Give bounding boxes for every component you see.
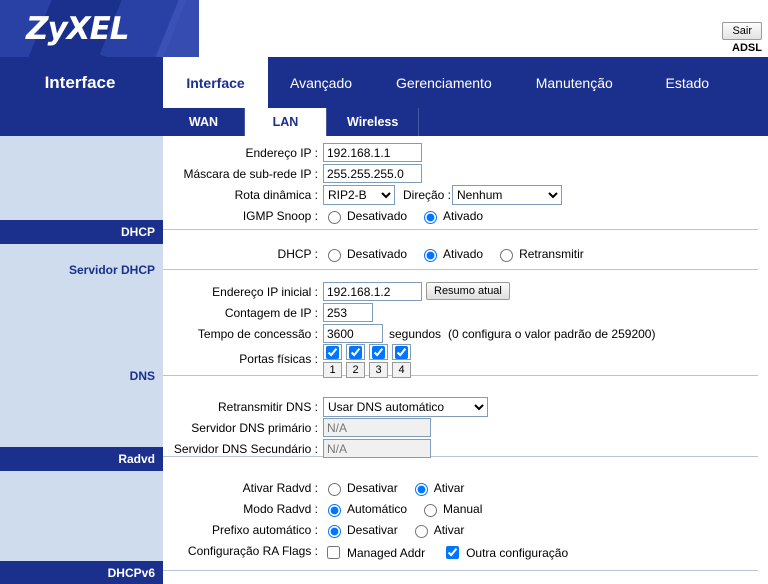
auto-prefix-disable-label: Desativar bbox=[347, 523, 398, 537]
tab-manutencao[interactable]: Manutenção bbox=[535, 74, 613, 91]
label-ip-address: Endereço IP : bbox=[245, 146, 318, 160]
direction-select[interactable] bbox=[452, 185, 562, 205]
connection-type-label: ADSL bbox=[732, 42, 762, 54]
radvd-mode-auto-label: Automático bbox=[347, 502, 408, 516]
igmp-snoop-disabled-option[interactable] bbox=[323, 208, 407, 224]
ra-managed-addr-option[interactable] bbox=[323, 543, 425, 562]
ra-other-config-option[interactable] bbox=[442, 543, 568, 562]
radvd-enable-radio-group bbox=[323, 480, 472, 496]
igmp-snoop-enabled-option[interactable] bbox=[419, 208, 483, 224]
ip-address-input[interactable] bbox=[323, 143, 422, 162]
radvd-mode-manual-option[interactable] bbox=[419, 501, 482, 517]
dhcp-relay-radio[interactable] bbox=[500, 249, 513, 262]
physical-port-1[interactable] bbox=[323, 344, 342, 378]
igmp-snoop-radio-group bbox=[323, 208, 491, 224]
label-direction: Direção : bbox=[403, 188, 452, 202]
physical-port-4-checkbox-box[interactable] bbox=[392, 344, 411, 360]
dhcp-disabled-label: Desativado bbox=[347, 247, 408, 261]
label-dns-relay: Retransmitir DNS : bbox=[217, 400, 318, 414]
ra-managed-addr-checkbox[interactable] bbox=[327, 546, 340, 559]
physical-port-3-number: 3 bbox=[369, 362, 388, 378]
label-lease-time: Tempo de concessão : bbox=[197, 327, 318, 341]
divider bbox=[163, 456, 758, 457]
auto-prefix-enable-label: Ativar bbox=[433, 523, 465, 537]
lease-time-note: (0 configura o valor padrão de 259200) bbox=[448, 327, 656, 341]
label-start-ip: Endereço IP inicial : bbox=[212, 285, 318, 299]
tab-gerenciamento[interactable]: Gerenciamento bbox=[396, 74, 492, 91]
auto-prefix-enable-radio[interactable] bbox=[415, 525, 428, 538]
page-body bbox=[0, 136, 768, 584]
label-dhcp-mode: DHCP : bbox=[277, 247, 318, 261]
page-header bbox=[0, 0, 768, 57]
physical-port-4-number: 4 bbox=[392, 362, 411, 378]
sub-tabs bbox=[163, 108, 419, 136]
settings-content bbox=[163, 136, 768, 584]
radvd-mode-auto-option[interactable] bbox=[323, 501, 407, 517]
physical-port-2-checkbox[interactable] bbox=[349, 346, 362, 359]
subtab-wan[interactable]: WAN bbox=[163, 108, 245, 136]
dhcp-enabled-label: Ativado bbox=[443, 247, 484, 261]
main-tabs bbox=[163, 57, 740, 108]
lease-time-unit: segundos bbox=[389, 327, 442, 341]
tab-interface[interactable]: Interface bbox=[163, 57, 268, 108]
rail-label-dns: DNS bbox=[129, 369, 155, 383]
section-title: Interface bbox=[0, 57, 160, 108]
physical-port-3-checkbox-box[interactable] bbox=[369, 344, 388, 360]
radvd-disable-option[interactable] bbox=[323, 480, 398, 496]
dhcp-disabled-option[interactable] bbox=[323, 246, 407, 262]
tab-estado[interactable]: Estado bbox=[665, 74, 710, 91]
igmp-snoop-enabled-label: Ativado bbox=[443, 209, 484, 223]
left-rail bbox=[0, 136, 163, 584]
radvd-enable-radio[interactable] bbox=[415, 483, 428, 496]
igmp-snoop-disabled-label: Desativado bbox=[347, 209, 408, 223]
main-navigation bbox=[0, 57, 768, 108]
radvd-enable-option[interactable] bbox=[410, 480, 465, 496]
rail-section-dhcpv6: DHCPv6 bbox=[0, 561, 163, 584]
dhcp-mode-radio-group bbox=[323, 246, 592, 262]
subtab-lan[interactable]: LAN bbox=[245, 108, 327, 136]
physical-ports-group bbox=[323, 344, 411, 378]
dns-relay-select[interactable] bbox=[323, 397, 488, 417]
rail-section-radvd: Radvd bbox=[0, 447, 163, 471]
ra-flags-checkbox-group bbox=[323, 543, 580, 562]
radvd-mode-auto-radio[interactable] bbox=[328, 504, 341, 517]
divider bbox=[163, 570, 758, 571]
physical-port-1-checkbox-box[interactable] bbox=[323, 344, 342, 360]
auto-prefix-disable-radio[interactable] bbox=[328, 525, 341, 538]
ip-count-input[interactable] bbox=[323, 303, 373, 322]
brand-logo bbox=[0, 0, 199, 57]
brand-name: ZyXEL bbox=[26, 11, 129, 47]
dhcp-relay-label: Retransmitir bbox=[519, 247, 584, 261]
auto-prefix-disable-option[interactable] bbox=[323, 522, 398, 538]
physical-port-1-number: 1 bbox=[323, 362, 342, 378]
dhcp-enabled-option[interactable] bbox=[419, 246, 483, 262]
label-secondary-dns: Servidor DNS Secundário : bbox=[173, 442, 318, 456]
dhcp-relay-option[interactable] bbox=[495, 246, 584, 262]
radvd-disable-radio[interactable] bbox=[328, 483, 341, 496]
igmp-snoop-enabled-radio[interactable] bbox=[424, 211, 437, 224]
subtab-wireless[interactable]: Wireless bbox=[327, 108, 419, 136]
physical-port-3[interactable] bbox=[369, 344, 388, 378]
tab-avancado[interactable]: Avançado bbox=[290, 74, 353, 91]
auto-prefix-radio-group bbox=[323, 522, 472, 538]
radvd-mode-manual-radio[interactable] bbox=[424, 504, 437, 517]
rail-label-dhcp-server: Servidor DHCP bbox=[68, 263, 155, 277]
ra-other-config-checkbox[interactable] bbox=[446, 546, 459, 559]
physical-port-2-checkbox-box[interactable] bbox=[346, 344, 365, 360]
start-ip-input[interactable] bbox=[323, 282, 422, 301]
dhcp-disabled-radio[interactable] bbox=[328, 249, 341, 262]
label-auto-prefix: Prefixo automático : bbox=[211, 523, 318, 537]
header-actions bbox=[722, 22, 762, 54]
physical-port-2[interactable] bbox=[346, 344, 365, 378]
logout-button[interactable]: Sair bbox=[722, 22, 762, 40]
rail-section-dhcp: DHCP bbox=[0, 220, 163, 244]
sub-navigation bbox=[0, 108, 768, 136]
label-subnet-mask: Máscara de sub-rede IP : bbox=[183, 167, 318, 181]
radvd-disable-label: Desativar bbox=[347, 481, 398, 495]
physical-port-1-checkbox[interactable] bbox=[326, 346, 339, 359]
divider bbox=[163, 269, 758, 270]
physical-port-3-checkbox[interactable] bbox=[372, 346, 385, 359]
label-primary-dns: Servidor DNS primário : bbox=[191, 421, 318, 435]
divider bbox=[163, 229, 758, 230]
label-radvd-enable: Ativar Radvd : bbox=[242, 481, 318, 495]
ra-managed-addr-label: Managed Addr bbox=[347, 545, 426, 560]
radvd-enable-label: Ativar bbox=[433, 481, 465, 495]
label-physical-ports: Portas físicas : bbox=[239, 352, 318, 366]
label-radvd-mode: Modo Radvd : bbox=[243, 502, 318, 516]
label-igmp-snoop: IGMP Snoop : bbox=[242, 209, 318, 223]
radvd-mode-manual-label: Manual bbox=[443, 502, 483, 516]
igmp-snoop-disabled-radio[interactable] bbox=[328, 211, 341, 224]
divider bbox=[163, 375, 758, 376]
physical-port-4[interactable] bbox=[392, 344, 411, 378]
label-dynamic-route: Rota dinâmica : bbox=[234, 188, 318, 202]
current-summary-button[interactable]: Resumo atual bbox=[426, 282, 510, 300]
subnav-spacer bbox=[0, 108, 163, 136]
primary-dns-input[interactable] bbox=[323, 418, 431, 437]
secondary-dns-input[interactable] bbox=[323, 439, 431, 458]
dynamic-route-select[interactable] bbox=[323, 185, 395, 205]
lease-time-input[interactable] bbox=[323, 324, 383, 343]
auto-prefix-enable-option[interactable] bbox=[410, 522, 465, 538]
physical-port-2-number: 2 bbox=[346, 362, 365, 378]
physical-port-4-checkbox[interactable] bbox=[395, 346, 408, 359]
ra-other-config-label: Outra configuração bbox=[466, 545, 569, 560]
label-ra-flags: Configuração RA Flags : bbox=[187, 544, 318, 558]
label-ip-count: Contagem de IP : bbox=[224, 306, 318, 320]
dhcp-enabled-radio[interactable] bbox=[424, 249, 437, 262]
radvd-mode-radio-group bbox=[323, 501, 490, 517]
subnet-mask-input[interactable] bbox=[323, 164, 422, 183]
